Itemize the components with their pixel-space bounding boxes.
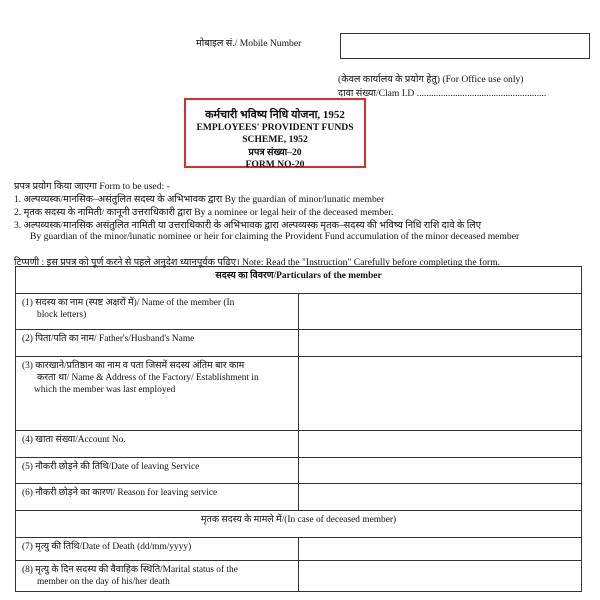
account-number-input[interactable] [299, 431, 582, 458]
table-row [16, 561, 582, 592]
table-row [16, 357, 582, 431]
usage-item-1: 1. अल्पव्यस्क/मानसिक–असंतुलित सदस्य के अभिभावक द्वारा By the guardian of minor/lunatic member [14, 194, 385, 205]
date-of-death-input[interactable] [299, 538, 582, 561]
deceased-section-heading: मृतक सदस्य के मामले में/(In case of deceased member) [16, 511, 582, 538]
scheme-title-english: EMPLOYEES' PROVIDENT FUNDS SCHEME, 1952 [196, 121, 354, 145]
scheme-title-hindi: कर्मचारी भविष्य निधि योजना, 1952 [205, 109, 345, 121]
table-row [16, 330, 582, 357]
usage-intro: प्रपत्र प्रयोग किया जाएगा Form to be used: - [14, 181, 170, 192]
account-number-label: (4) खाता संख्या/Account No. [16, 431, 299, 458]
form-number-english: FORM NO-20 [245, 159, 305, 170]
table-row [16, 294, 582, 330]
claim-id-dots: ...................................................... [416, 88, 547, 99]
marital-status-label: (8) मृत्यु के दिन सदस्य की वैवाहिक स्थिति/Marital status of the member on the day of his/her death [16, 561, 299, 592]
usage-item-2: 2. मृतक सदस्य के नामिती/ कानूनी उत्तराधिकारी द्वारा By a nominee or legal heir of the deceased member. [14, 207, 394, 218]
marital-status-input[interactable] [299, 561, 582, 592]
member-name-label: (1) सदस्य का नाम (स्पष्ट अक्षरों में)/ Name of the member (In block letters) [16, 294, 299, 330]
particulars-heading: सदस्य का विवरण/Particulars of the member [16, 267, 582, 294]
usage-item-3: 3. अल्पव्यस्क/मानसिक असंतुलित नामिती या उत्तराधिकारी के अभिभावक द्वारा अल्पव्यस्क मृतक–सदस्य की भविष्य निधि राशि दावे के लिए [14, 220, 482, 231]
claim-id-field[interactable] [338, 86, 546, 99]
establishment-address-input[interactable] [299, 357, 582, 431]
father-husband-name-label: (2) पिता/पति का नाम/ Father's/Husband's Name [16, 330, 299, 357]
table-row [16, 458, 582, 484]
table-row [16, 538, 582, 561]
father-husband-name-input[interactable] [299, 330, 582, 357]
establishment-address-label: (3) कारखाने/प्रतिष्ठान का नाम व पता जिसमें सदस्य अंतिम बार काम करता था/ Name & Address of the Factory/ Establishment in which the member was last employed [16, 357, 299, 431]
usage-item-3-english: By guardian of the minor/lunatic nominee or heir for claiming the Provident Fund accumulation of the minor deceased member [30, 231, 520, 242]
form-number-hindi: प्रपत्र संख्या–20 [248, 146, 302, 158]
leaving-reason-input[interactable] [299, 484, 582, 511]
leaving-date-input[interactable] [299, 458, 582, 484]
table-row [16, 431, 582, 458]
leaving-date-label: (5) नौकरी छोड़ने की तिथि/Date of leaving Service [16, 458, 299, 484]
form-title-box [184, 98, 366, 168]
member-name-input[interactable] [299, 294, 582, 330]
mobile-number-input[interactable] [340, 33, 590, 59]
mobile-label: मोबाइल सं./ Mobile Number [196, 38, 302, 49]
claim-id-label: दावा संख्या/Clam I.D [338, 88, 415, 99]
particulars-table [15, 266, 582, 592]
leaving-reason-label: (6) नौकरी छोड़ने का कारण/ Reason for leaving service [16, 484, 299, 511]
table-row [16, 484, 582, 511]
office-use-note: (केवल कार्यालय के प्रयोग हेतु) (For Office use only) [338, 74, 524, 85]
instruction-note: टिप्पणी : इस प्रपत्र को पूर्ण करने से पहले अनुदेश ध्यानपूर्वक पढ़िए। Note: Read the "Instruction" Carefully before completing the form. [14, 257, 501, 268]
date-of-death-label: (7) मृत्यु की तिथि/Date of Death (dd/mm/yyyy) [16, 538, 299, 561]
